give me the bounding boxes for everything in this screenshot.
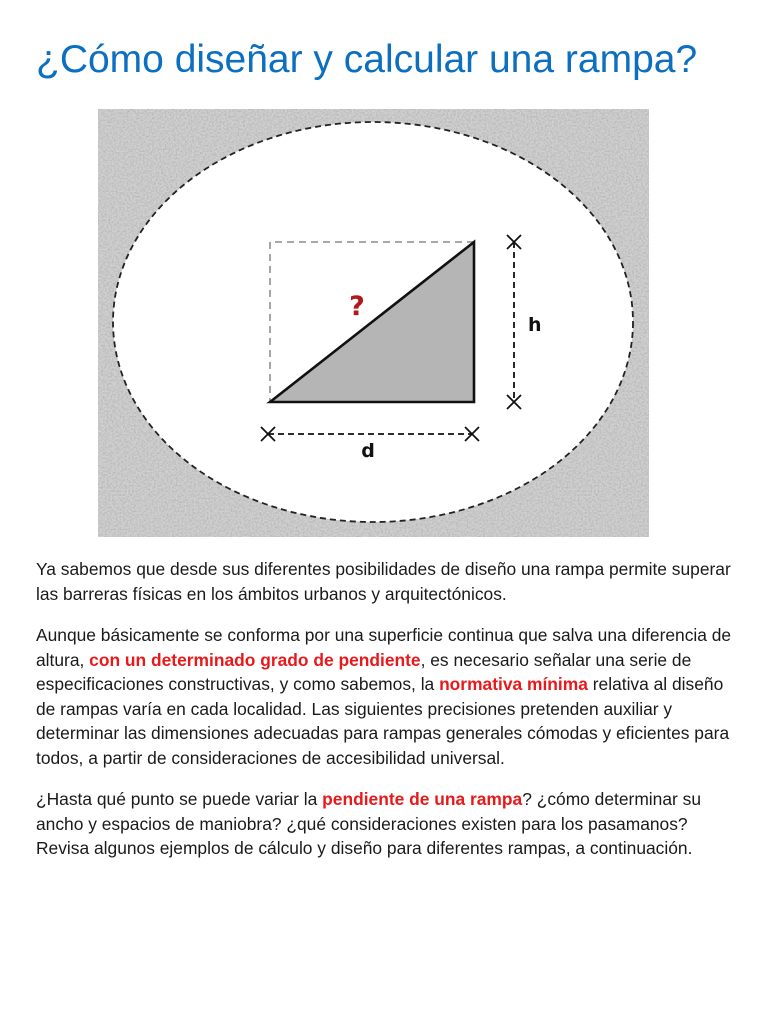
ramp-diagram bbox=[98, 109, 649, 537]
slope-degree-highlight: con un determinado grado de pendiente bbox=[89, 649, 421, 670]
distance-label: d bbox=[361, 440, 375, 462]
page-title: ¿Cómo diseñar y calcular una rampa? bbox=[36, 38, 698, 81]
paragraph-2 bbox=[36, 623, 736, 770]
paragraph-2-intro: Aunque básicamente se conforma por una superficie continua que salva una diferencia de altura, bbox=[36, 625, 732, 670]
question-mark: ? bbox=[349, 291, 365, 322]
article-body bbox=[36, 557, 736, 878]
paragraph-2-outro: relativa al diseño de rampas varía en cada localidad. Las siguientes precisiones pretenden auxiliar y determinar las dimensiones adecuadas para rampas generales cómodas y eficientes para todos, a partir de consideraciones de accesibilidad universal. bbox=[36, 674, 730, 768]
ramp-slope-highlight: pendiente de una rampa bbox=[322, 789, 523, 809]
minimum-regulation-highlight: normativa mínima bbox=[439, 674, 588, 694]
height-label: h bbox=[528, 314, 542, 336]
paragraph-2-middle: , es necesario señalar una serie de especificaciones constructivas, y como sabemos, la bbox=[36, 649, 692, 694]
paragraph-1: Ya sabemos que desde sus diferentes posibilidades de diseño una rampa permite superar las barreras físicas en los ámbitos urbanos y arquitectónicos. bbox=[36, 559, 731, 604]
paragraph-3 bbox=[36, 787, 736, 861]
paragraph-3-outro: ? ¿cómo determinar su ancho y espacios de maniobra? ¿qué consideraciones existen para los pasamanos? Revisa algunos ejemplos de cálculo y diseño para diferentes rampas, a continuación. bbox=[36, 789, 702, 858]
paragraph-3-intro: ¿Hasta qué punto se puede variar la bbox=[36, 789, 323, 809]
ramp-diagram-figure bbox=[98, 109, 649, 537]
